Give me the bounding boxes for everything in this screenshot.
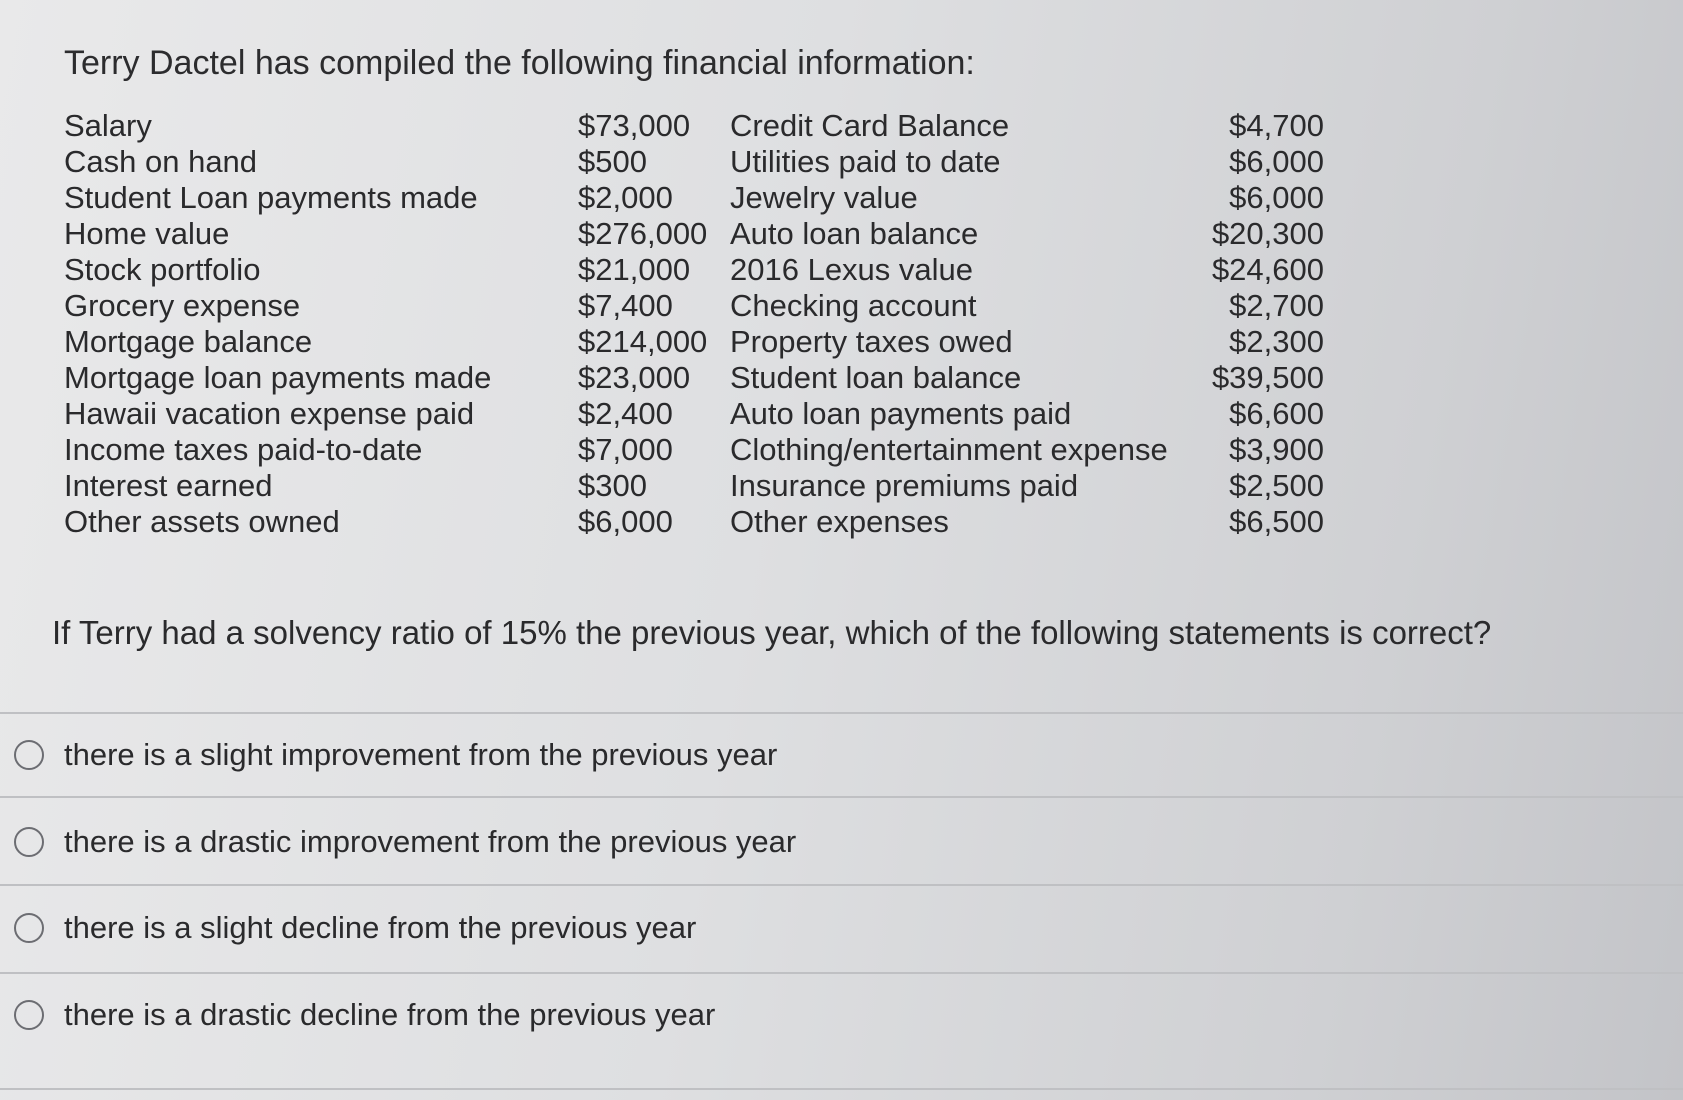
- answer-option-4[interactable]: [14, 995, 715, 1035]
- radio-button[interactable]: [14, 913, 44, 943]
- option-label: there is a slight improvement from the previous year: [64, 737, 778, 772]
- divider: [0, 1088, 1683, 1090]
- item-value: $276,000: [578, 216, 708, 251]
- item-label: Jewelry value: [730, 180, 918, 215]
- option-label: there is a drastic improvement from the previous year: [64, 824, 797, 859]
- table-row: [64, 288, 1324, 324]
- item-label: Home value: [64, 216, 230, 251]
- item-value: $500: [578, 144, 647, 179]
- divider: [0, 884, 1683, 886]
- item-label: Property taxes owed: [730, 324, 1013, 359]
- table-row: [64, 432, 1324, 468]
- answer-option-1[interactable]: [14, 735, 777, 775]
- option-label: there is a slight decline from the previous year: [64, 910, 697, 945]
- item-label: Cash on hand: [64, 144, 258, 179]
- item-value: $2,400: [578, 396, 673, 431]
- item-value: $6,000: [1229, 144, 1324, 179]
- table-row: [64, 468, 1324, 504]
- item-value: $6,000: [578, 504, 673, 539]
- table-row: [64, 216, 1324, 252]
- item-value: $73,000: [578, 108, 691, 143]
- item-value: $6,600: [1229, 396, 1324, 431]
- question-text: If Terry had a solvency ratio of 15% the previous year, which of the following statements is correct?: [52, 614, 1492, 651]
- table-row: [64, 144, 1324, 180]
- item-label: Grocery expense: [64, 288, 301, 323]
- table-row: [64, 396, 1324, 432]
- table-row: [64, 360, 1324, 396]
- answer-option-2[interactable]: [14, 822, 796, 862]
- item-label: Mortgage loan payments made: [64, 360, 492, 395]
- option-label: there is a drastic decline from the previous year: [64, 997, 716, 1032]
- divider: [0, 796, 1683, 798]
- item-value: $7,000: [578, 432, 673, 467]
- item-label: Stock portfolio: [64, 252, 261, 287]
- item-label: Income taxes paid-to-date: [64, 432, 423, 467]
- item-value: $7,400: [578, 288, 673, 323]
- item-label: Other assets owned: [64, 504, 340, 539]
- item-value: $2,000: [578, 180, 673, 215]
- item-label: Auto loan payments paid: [730, 396, 1072, 431]
- intro-text: Terry Dactel has compiled the following financial information:: [64, 44, 975, 82]
- answer-option-3[interactable]: [14, 908, 696, 948]
- item-label: Auto loan balance: [730, 216, 979, 251]
- item-label: Utilities paid to date: [730, 144, 1001, 179]
- item-value: $3,900: [1229, 432, 1324, 467]
- radio-button[interactable]: [14, 740, 44, 770]
- item-value: $2,700: [1229, 288, 1324, 323]
- item-value: $214,000: [578, 324, 708, 359]
- item-value: $2,300: [1229, 324, 1324, 359]
- item-label: 2016 Lexus value: [730, 252, 974, 287]
- item-value: $21,000: [578, 252, 691, 287]
- table-row: [64, 324, 1324, 360]
- item-value: $300: [578, 468, 647, 503]
- table-row: [64, 108, 1324, 144]
- item-label: Interest earned: [64, 468, 273, 503]
- item-label: Checking account: [730, 288, 977, 323]
- radio-button[interactable]: [14, 827, 44, 857]
- item-value: $20,300: [1211, 216, 1324, 251]
- item-value: $2,500: [1229, 468, 1324, 503]
- item-label: Insurance premiums paid: [730, 468, 1079, 503]
- item-value: $23,000: [578, 360, 691, 395]
- item-value: $6,000: [1229, 180, 1324, 215]
- divider: [0, 972, 1683, 974]
- item-label: Hawaii vacation expense paid: [64, 396, 475, 431]
- item-value: $6,500: [1229, 504, 1324, 539]
- item-label: Student Loan payments made: [64, 180, 478, 215]
- item-label: Other expenses: [730, 504, 949, 539]
- divider: [0, 712, 1683, 714]
- item-value: $39,500: [1211, 360, 1324, 395]
- item-label: Student loan balance: [730, 360, 1022, 395]
- table-row: [64, 504, 1324, 540]
- financial-info-table: [64, 108, 1324, 540]
- item-value: $24,600: [1211, 252, 1324, 287]
- item-label: Salary: [64, 108, 152, 143]
- item-value: $4,700: [1229, 108, 1324, 143]
- table-row: [64, 252, 1324, 288]
- table-row: [64, 180, 1324, 216]
- radio-button[interactable]: [14, 1000, 44, 1030]
- item-label: Credit Card Balance: [730, 108, 1010, 143]
- item-label: Clothing/entertainment expense: [730, 432, 1168, 467]
- item-label: Mortgage balance: [64, 324, 313, 359]
